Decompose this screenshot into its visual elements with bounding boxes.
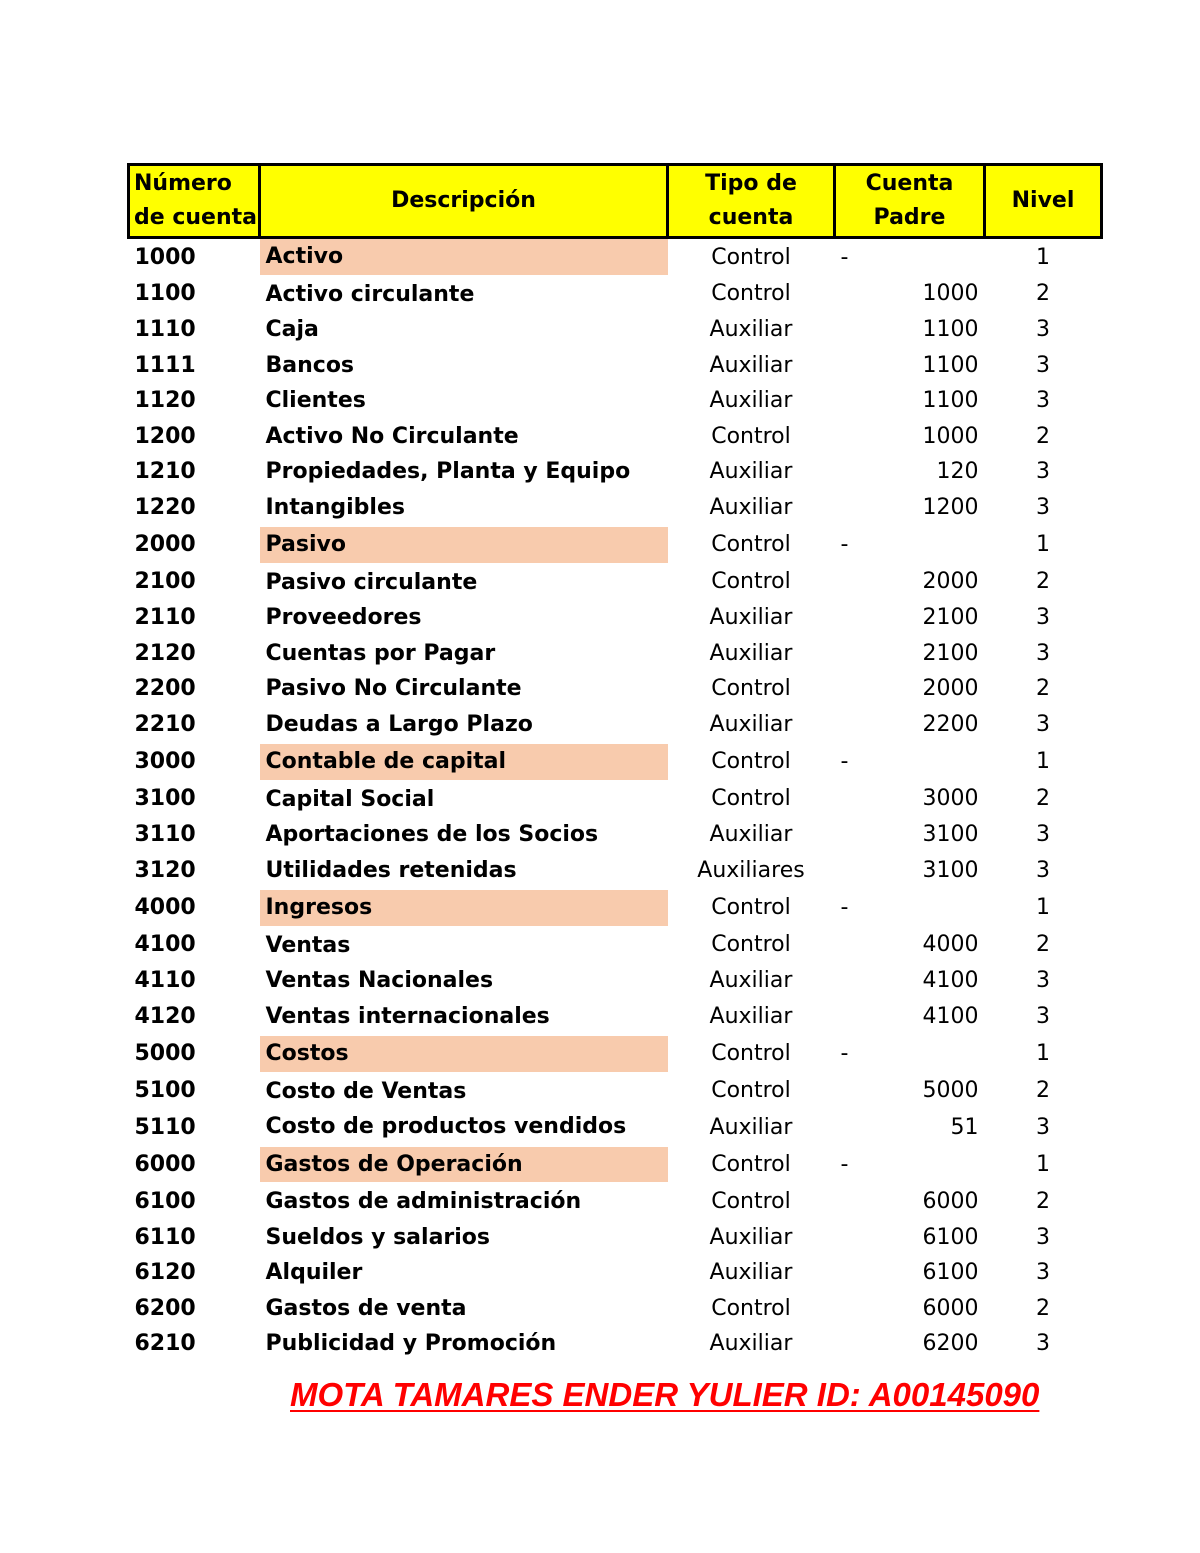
cell-nivel: 3: [1036, 640, 1050, 666]
cell-cuenta-padre: 1100: [922, 388, 979, 414]
cell-numero: 1220: [134, 495, 196, 521]
cell-nivel: 2: [1036, 1188, 1050, 1214]
cell-cuenta-padre: 6100: [922, 1260, 979, 1286]
cell-cuenta-padre: 5000: [922, 1078, 979, 1104]
cell-cuenta-padre: [835, 1035, 985, 1073]
cell-descripcion: Costos: [260, 1035, 668, 1073]
table-row: [129, 889, 1102, 927]
cell-tipo: Auxiliar: [709, 388, 793, 414]
cell-cuenta-padre: 1100: [922, 352, 979, 378]
cell-nivel: 3: [1036, 1224, 1050, 1250]
cell-tipo: Auxiliares: [697, 858, 805, 884]
header-numero: Número de cuenta: [129, 165, 260, 238]
cell-nivel: 2: [1036, 1295, 1050, 1321]
cell-descripcion: Activo: [260, 238, 668, 276]
cell-numero: 6200: [134, 1295, 196, 1321]
cell-numero: 3120: [134, 858, 196, 884]
cell-tipo: Auxiliar: [709, 1224, 793, 1250]
table-row: [129, 743, 1102, 781]
cell-numero: 6210: [134, 1331, 196, 1357]
cell-descripcion: Caja: [265, 317, 319, 343]
table-row: [129, 1326, 1102, 1362]
cell-nivel: 1: [1036, 895, 1050, 921]
no-parent-dash: -: [840, 532, 849, 558]
cell-numero: 6110: [134, 1224, 196, 1250]
cell-numero: 1100: [134, 281, 196, 307]
cell-nivel: 2: [1036, 932, 1050, 958]
table-row: [129, 817, 1102, 853]
table-row: [129, 454, 1102, 490]
cell-numero: 6000: [134, 1151, 196, 1177]
table-row: [129, 600, 1102, 636]
cell-descripcion: Costo de Ventas: [265, 1078, 467, 1104]
cell-tipo: Auxiliar: [709, 352, 793, 378]
cell-descripcion: Proveedores: [265, 605, 422, 631]
no-parent-dash: -: [840, 1041, 849, 1067]
table-row: [129, 636, 1102, 672]
cell-descripcion: Cuentas por Pagar: [265, 640, 496, 666]
cell-descripcion: Sueldos y salarios: [265, 1224, 491, 1250]
cell-numero: 2210: [134, 712, 196, 738]
table-row: [129, 1035, 1102, 1073]
cell-nivel: 2: [1036, 569, 1050, 595]
table-row: [129, 707, 1102, 744]
cell-numero: 3100: [134, 786, 196, 812]
table-body: [129, 238, 1102, 1362]
cell-tipo: Auxiliar: [709, 640, 793, 666]
cell-numero: 1200: [134, 423, 196, 449]
cell-cuenta-padre: [835, 889, 985, 927]
cell-tipo: Auxiliar: [709, 1004, 793, 1030]
cell-cuenta-padre: [835, 238, 985, 276]
cell-cuenta-padre: 3000: [922, 786, 979, 812]
no-parent-dash: -: [840, 244, 849, 270]
header-descripcion: Descripción: [260, 165, 668, 238]
cell-tipo: Control: [711, 1188, 791, 1214]
cell-descripcion: Gastos de venta: [265, 1295, 467, 1321]
cell-nivel: 3: [1036, 1114, 1050, 1140]
cell-tipo: Auxiliar: [709, 1331, 793, 1357]
cell-numero: 4120: [134, 1004, 196, 1030]
cell-tipo: Control: [711, 281, 791, 307]
cell-descripcion: Pasivo No Circulante: [265, 676, 522, 702]
cell-numero: 1110: [134, 317, 196, 343]
table-row: [129, 1109, 1102, 1146]
cell-nivel: 2: [1036, 1078, 1050, 1104]
cell-descripcion: Activo circulante: [265, 281, 475, 307]
cell-tipo: Auxiliar: [709, 317, 793, 343]
cell-tipo: Control: [711, 569, 791, 595]
table-row: [129, 853, 1102, 890]
accounts-table: [127, 163, 1103, 1362]
cell-nivel: 1: [1036, 532, 1050, 558]
cell-numero: 2200: [134, 676, 196, 702]
cell-tipo: Control: [711, 676, 791, 702]
table-row: [129, 312, 1102, 348]
cell-descripcion: Ingresos: [260, 889, 668, 927]
cell-nivel: 1: [1036, 749, 1050, 775]
cell-descripcion: Propiedades, Planta y Equipo: [265, 459, 631, 485]
table-row: [129, 276, 1102, 313]
cell-cuenta-padre: 1200: [922, 495, 979, 521]
chart-of-accounts-sheet: [127, 163, 1100, 1362]
cell-numero: 5110: [134, 1114, 196, 1140]
table-row: [129, 1183, 1102, 1220]
cell-numero: 2110: [134, 605, 196, 631]
cell-nivel: 3: [1036, 968, 1050, 994]
table-row: [129, 927, 1102, 964]
table-row: [129, 526, 1102, 564]
cell-numero: 6100: [134, 1188, 196, 1214]
cell-tipo: Control: [711, 749, 791, 775]
table-row: [129, 1220, 1102, 1256]
cell-tipo: Control: [711, 532, 791, 558]
table-row: [129, 1146, 1102, 1184]
cell-nivel: 3: [1036, 822, 1050, 848]
cell-tipo: Control: [711, 1151, 791, 1177]
cell-descripcion: Contable de capital: [260, 743, 668, 781]
cell-cuenta-padre: 6100: [922, 1224, 979, 1250]
cell-nivel: 1: [1036, 244, 1050, 270]
cell-descripcion: Gastos de administración: [265, 1189, 582, 1215]
table-row: [129, 1291, 1102, 1327]
cell-numero: 4000: [134, 895, 196, 921]
cell-tipo: Auxiliar: [709, 459, 793, 485]
cell-numero: 1111: [134, 352, 196, 378]
cell-tipo: Control: [711, 423, 791, 449]
cell-numero: 3000: [134, 749, 196, 775]
cell-tipo: Control: [711, 895, 791, 921]
header-nivel: Nivel: [985, 165, 1102, 238]
cell-cuenta-padre: 4100: [922, 1004, 979, 1030]
cell-cuenta-padre: 6000: [922, 1188, 979, 1214]
cell-cuenta-padre: 120: [936, 459, 979, 485]
cell-nivel: 3: [1036, 388, 1050, 414]
cell-numero: 4100: [134, 932, 196, 958]
table-row: [129, 490, 1102, 527]
table-row: [129, 999, 1102, 1036]
cell-cuenta-padre: 2100: [922, 640, 979, 666]
cell-tipo: Auxiliar: [709, 605, 793, 631]
cell-tipo: Control: [711, 1041, 791, 1067]
header-tipo: Tipo de cuenta: [668, 165, 835, 238]
cell-cuenta-padre: 3100: [922, 822, 979, 848]
cell-cuenta-padre: 4100: [922, 968, 979, 994]
no-parent-dash: -: [840, 749, 849, 775]
table-row: [129, 419, 1102, 455]
cell-nivel: 3: [1036, 605, 1050, 631]
cell-cuenta-padre: 2000: [922, 676, 979, 702]
cell-descripcion: Alquiler: [265, 1260, 363, 1286]
cell-tipo: Auxiliar: [709, 1114, 793, 1140]
cell-numero: 1120: [134, 388, 196, 414]
cell-cuenta-padre: 1100: [922, 317, 979, 343]
cell-nivel: 3: [1036, 712, 1050, 738]
table-row: [129, 238, 1102, 276]
cell-nivel: 3: [1036, 1260, 1050, 1286]
cell-nivel: 3: [1036, 858, 1050, 884]
table-row: [129, 1255, 1102, 1291]
cell-descripcion: Pasivo: [260, 526, 668, 564]
cell-tipo: Auxiliar: [709, 495, 793, 521]
cell-tipo: Control: [711, 786, 791, 812]
table-row: [129, 348, 1102, 384]
cell-tipo: Control: [711, 1078, 791, 1104]
cell-tipo: Control: [711, 932, 791, 958]
table-row: [129, 564, 1102, 601]
cell-tipo: Control: [711, 244, 791, 270]
cell-cuenta-padre: 1000: [922, 281, 979, 307]
cell-cuenta-padre: 3100: [922, 858, 979, 884]
cell-descripcion: Intangibles: [265, 494, 405, 520]
cell-cuenta-padre: [835, 743, 985, 781]
cell-descripcion: Bancos: [265, 352, 355, 378]
table-row: [129, 383, 1102, 419]
cell-nivel: 3: [1036, 459, 1050, 485]
cell-nivel: 1: [1036, 1151, 1050, 1177]
cell-nivel: 2: [1036, 281, 1050, 307]
student-signature: MOTA TAMARES ENDER YULIER ID: A00145090: [290, 1376, 1040, 1413]
cell-nivel: 3: [1036, 1004, 1050, 1030]
cell-numero: 4110: [134, 968, 196, 994]
cell-nivel: 1: [1036, 1041, 1050, 1067]
cell-cuenta-padre: 2000: [922, 569, 979, 595]
cell-nivel: 3: [1036, 352, 1050, 378]
cell-numero: 3110: [134, 822, 196, 848]
cell-cuenta-padre: [835, 526, 985, 564]
cell-descripcion: Utilidades retenidas: [265, 857, 517, 883]
cell-cuenta-padre: [835, 1146, 985, 1184]
cell-descripcion: Ventas internacionales: [265, 1003, 550, 1029]
cell-nivel: 2: [1036, 786, 1050, 812]
cell-numero: 1000: [134, 244, 196, 270]
cell-numero: 2100: [134, 569, 196, 595]
cell-nivel: 3: [1036, 317, 1050, 343]
cell-cuenta-padre: 6000: [922, 1295, 979, 1321]
cell-descripcion: Aportaciones de los Socios: [265, 822, 599, 848]
table-row: [129, 671, 1102, 707]
cell-nivel: 3: [1036, 1331, 1050, 1357]
cell-descripcion: Publicidad y Promoción: [265, 1331, 557, 1357]
cell-cuenta-padre: 6200: [922, 1331, 979, 1357]
cell-cuenta-padre: 2200: [922, 712, 979, 738]
cell-descripcion: Capital Social: [265, 786, 435, 812]
cell-descripcion: Gastos de Operación: [260, 1146, 668, 1184]
header-row: [129, 165, 1102, 238]
cell-nivel: 2: [1036, 676, 1050, 702]
cell-cuenta-padre: 4000: [922, 932, 979, 958]
cell-nivel: 2: [1036, 423, 1050, 449]
cell-numero: 6120: [134, 1260, 196, 1286]
cell-tipo: Control: [711, 1295, 791, 1321]
cell-descripcion: Deudas a Largo Plazo: [265, 711, 533, 737]
cell-numero: 1210: [134, 459, 196, 485]
table-row: [129, 781, 1102, 818]
cell-descripcion: Pasivo circulante: [265, 569, 478, 595]
cell-descripcion: Ventas Nacionales: [265, 968, 494, 994]
cell-tipo: Auxiliar: [709, 822, 793, 848]
cell-descripcion: Ventas: [265, 932, 351, 958]
cell-cuenta-padre: 1000: [922, 423, 979, 449]
cell-numero: 2000: [134, 532, 196, 558]
cell-numero: 5100: [134, 1078, 196, 1104]
cell-nivel: 3: [1036, 495, 1050, 521]
cell-descripcion: Activo No Circulante: [265, 423, 519, 449]
table-row: [129, 1073, 1102, 1110]
header-padre: Cuenta Padre: [835, 165, 985, 238]
cell-tipo: Auxiliar: [709, 968, 793, 994]
cell-numero: 5000: [134, 1041, 196, 1067]
no-parent-dash: -: [840, 1151, 849, 1177]
cell-descripcion: Clientes: [265, 388, 366, 414]
table-row: [129, 963, 1102, 999]
cell-cuenta-padre: 2100: [922, 605, 979, 631]
cell-tipo: Auxiliar: [709, 712, 793, 738]
no-parent-dash: -: [840, 895, 849, 921]
cell-descripcion: Costo de productos vendidos: [265, 1114, 627, 1140]
cell-tipo: Auxiliar: [709, 1260, 793, 1286]
cell-numero: 2120: [134, 640, 196, 666]
cell-cuenta-padre: 51: [950, 1114, 979, 1140]
